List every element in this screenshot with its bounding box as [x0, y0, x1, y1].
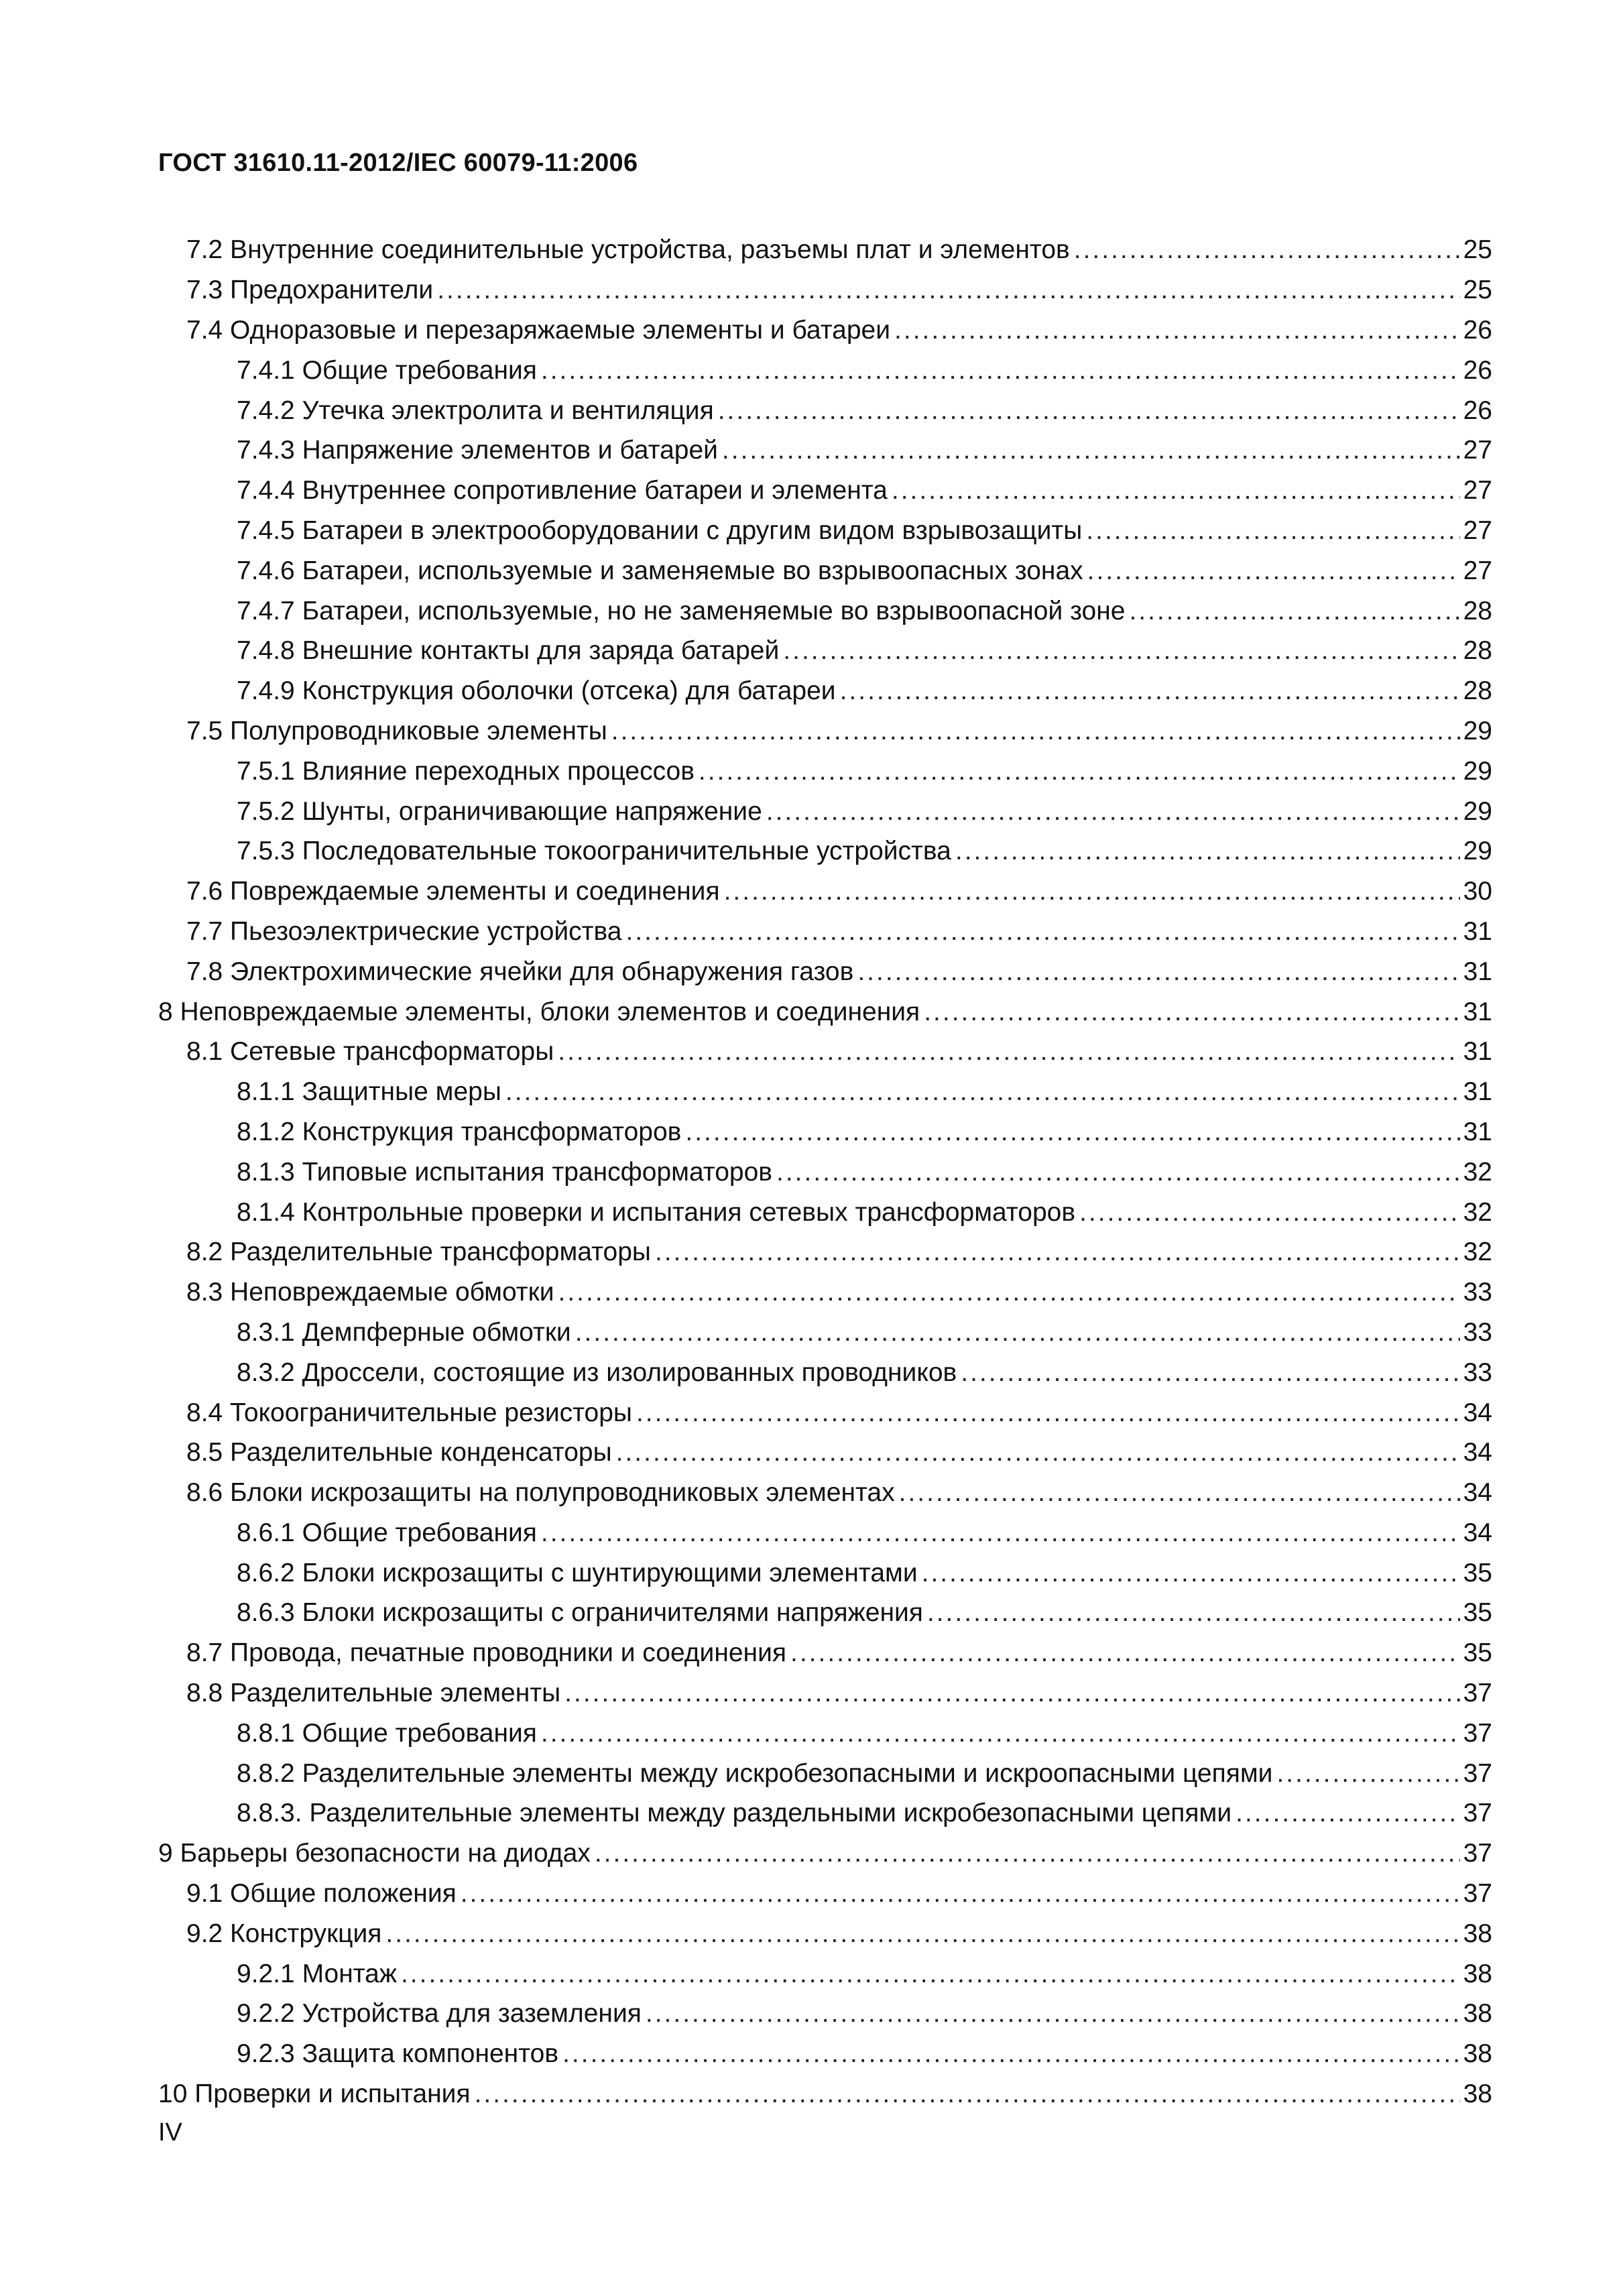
toc-entry-page: 31: [1463, 997, 1492, 1026]
toc-leader-dots: [1087, 558, 1460, 584]
toc-entry-page: 31: [1463, 916, 1492, 946]
toc-entry-page: 30: [1463, 877, 1492, 906]
toc-entry-page: 35: [1463, 1638, 1492, 1668]
toc-leader-dots: [564, 1680, 1460, 1706]
toc-entry-page: 26: [1463, 315, 1492, 345]
toc-entry-page: 35: [1463, 1558, 1492, 1587]
toc-entry[interactable]: [158, 1152, 1492, 1192]
toc-leader-dots: [840, 678, 1460, 704]
toc-entry[interactable]: [158, 1352, 1492, 1392]
toc-entry[interactable]: [158, 1072, 1492, 1112]
toc-entry[interactable]: [158, 1313, 1492, 1353]
toc-entry-page: 32: [1463, 1197, 1492, 1227]
toc-leader-dots: [461, 1880, 1460, 1907]
toc-entry-page: 28: [1463, 596, 1492, 625]
toc-leader-dots: [899, 1479, 1460, 1506]
toc-entry-page: 25: [1463, 235, 1492, 265]
toc-entry[interactable]: [158, 991, 1492, 1032]
toc-entry-title: 9.2 Конструкция: [186, 1919, 382, 1948]
toc-entry[interactable]: [158, 1553, 1492, 1593]
toc-leader-dots: [699, 758, 1460, 784]
toc-entry-page: 34: [1463, 1518, 1492, 1547]
toc-entry[interactable]: [158, 1793, 1492, 1833]
toc-entry[interactable]: [158, 1593, 1492, 1633]
toc-entry[interactable]: [158, 1833, 1492, 1874]
toc-entry-page: 38: [1463, 2039, 1492, 2069]
toc-entry-page: 38: [1463, 1959, 1492, 1988]
toc-entry-page: 29: [1463, 796, 1492, 826]
toc-entry-title: 8.1.2 Конструкция трансформаторов: [237, 1117, 682, 1146]
toc-entry[interactable]: [158, 2034, 1492, 2074]
toc-leader-dots: [558, 1279, 1461, 1305]
toc-entry-title: 8.3 Неповреждаемые обмотки: [186, 1278, 554, 1307]
toc-entry-title: 7.4.5 Батареи в электрооборудовании с другим видом взрывозащиты: [237, 516, 1083, 545]
toc-leader-dots: [685, 1119, 1460, 1145]
toc-entry-page: 28: [1463, 676, 1492, 706]
toc-entry[interactable]: [158, 1032, 1492, 1072]
toc-entry-page: 37: [1463, 1839, 1492, 1868]
toc-entry[interactable]: [158, 270, 1492, 310]
toc-entry[interactable]: [158, 1112, 1492, 1152]
toc-entry-title: 8.2 Разделительные трансформаторы: [186, 1237, 651, 1267]
toc-entry-page: 37: [1463, 1758, 1492, 1788]
toc-entry-page: 37: [1463, 1718, 1492, 1748]
toc-leader-dots: [636, 1400, 1460, 1426]
toc-leader-dots: [616, 1439, 1460, 1465]
toc-entry-title: 8.8.1 Общие требования: [237, 1718, 537, 1748]
toc-entry[interactable]: [158, 310, 1492, 351]
toc-leader-dots: [1129, 598, 1460, 624]
toc-entry-page: 37: [1463, 1799, 1492, 1828]
toc-entry[interactable]: [158, 511, 1492, 551]
toc-entry-page: 32: [1463, 1157, 1492, 1187]
toc-entry-page: 27: [1463, 476, 1492, 505]
toc-leader-dots: [718, 398, 1460, 424]
toc-entry-page: 37: [1463, 1879, 1492, 1909]
toc-entry-title: 8.5 Разделительные конденсаторы: [186, 1438, 612, 1467]
toc-entry-page: 31: [1463, 1037, 1492, 1067]
toc-entry[interactable]: [158, 471, 1492, 511]
toc-entry-title: 7.4.7 Батареи, используемые, но не заменяемые во взрывоопасной зоне: [237, 596, 1126, 625]
toc-entry-page: 35: [1463, 1598, 1492, 1628]
toc-leader-dots: [892, 477, 1460, 503]
toc-entry-page: 27: [1463, 556, 1492, 585]
toc-leader-dots: [783, 638, 1460, 664]
toc-entry-title: 7.4.8 Внешние контакты для заряда батарей: [237, 636, 780, 666]
toc-entry[interactable]: [158, 1994, 1492, 2034]
toc-leader-dots: [927, 1599, 1460, 1626]
toc-entry-title: 8.4 Токоограничительные резисторы: [186, 1398, 632, 1427]
toc-leader-dots: [1236, 1800, 1460, 1826]
toc-entry-title: 7.4.4 Внутреннее сопротивление батареи и элемента: [237, 476, 888, 505]
toc-entry-title: 7.4.3 Напряжение элементов и батарей: [237, 436, 718, 465]
toc-leader-dots: [626, 918, 1461, 945]
toc-entry-page: 34: [1463, 1398, 1492, 1427]
toc-entry[interactable]: [158, 1913, 1492, 1953]
toc-entry-page: 31: [1463, 1077, 1492, 1107]
toc-leader-dots: [1276, 1760, 1460, 1787]
toc-entry-page: 27: [1463, 516, 1492, 545]
toc-entry[interactable]: [158, 1513, 1492, 1553]
toc-entry[interactable]: [158, 671, 1492, 711]
toc-leader-dots: [924, 999, 1460, 1025]
toc-entry-title: 7.5.1 Влияние переходных процессов: [237, 756, 695, 786]
toc-leader-dots: [655, 1239, 1460, 1265]
toc-entry-title: 9.2.3 Защита компонентов: [237, 2039, 559, 2069]
toc-entry-page: 37: [1463, 1679, 1492, 1708]
page-number: IV: [158, 2118, 182, 2147]
toc-entry[interactable]: [158, 1874, 1492, 1914]
toc-leader-dots: [475, 2081, 1460, 2107]
toc-entry-title: 8.3.2 Дроссели, состоящие из изолированных проводников: [237, 1357, 957, 1387]
toc-entry-title: 7.2 Внутренние соединительные устройства, разъемы плат и элементов: [186, 235, 1070, 265]
toc-entry[interactable]: [158, 711, 1492, 751]
toc-entry[interactable]: [158, 2074, 1492, 2114]
toc-entry-page: 34: [1463, 1478, 1492, 1508]
toc-leader-dots: [505, 1079, 1460, 1105]
toc-entry[interactable]: [158, 1713, 1492, 1753]
toc-entry-title: 10 Проверки и испытания: [158, 2079, 471, 2109]
document-header: ГОСТ 31610.11-2012/IEC 60079-11:2006: [158, 149, 638, 177]
toc-entry[interactable]: [158, 1633, 1492, 1673]
toc-entry-title: 8.6.3 Блоки искрозащиты с ограничителями напряжения: [237, 1598, 923, 1628]
toc-leader-dots: [724, 878, 1460, 904]
toc-entry-page: 33: [1463, 1278, 1492, 1307]
toc-entry[interactable]: [158, 751, 1492, 791]
toc-entry-title: 9.2.1 Монтаж: [237, 1959, 397, 1988]
toc-entry-page: 33: [1463, 1357, 1492, 1387]
toc-entry-title: 7.4.1 Общие требования: [237, 355, 537, 385]
toc-leader-dots: [776, 1159, 1460, 1185]
toc-entry[interactable]: [158, 550, 1492, 591]
toc-leader-dots: [595, 1840, 1460, 1866]
toc-leader-dots: [857, 959, 1460, 985]
toc-entry[interactable]: [158, 230, 1492, 270]
toc-entry-title: 7.3 Предохранители: [186, 276, 434, 305]
toc-entry-title: 8.7 Провода, печатные проводники и соединения: [186, 1638, 786, 1668]
toc-entry-page: 27: [1463, 436, 1492, 465]
toc-leader-dots: [385, 1921, 1460, 1947]
toc-entry-title: 7.5.3 Последовательные токоограничительные устройства: [237, 837, 951, 866]
toc-entry-page: 29: [1463, 756, 1492, 786]
toc-entry-title: 8.6 Блоки искрозащиты на полупроводниковых элементах: [186, 1478, 895, 1508]
toc-leader-dots: [401, 1961, 1460, 1987]
toc-entry-page: 29: [1463, 837, 1492, 866]
toc-entry[interactable]: [158, 1953, 1492, 1994]
toc-leader-dots: [722, 437, 1460, 463]
toc-entry[interactable]: [158, 791, 1492, 831]
toc-leader-dots: [1074, 237, 1460, 263]
toc-entry-page: 29: [1463, 716, 1492, 745]
toc-entry-title: 8.3.1 Демпферные обмотки: [237, 1317, 571, 1347]
table-of-contents: [158, 230, 1492, 2114]
toc-entry-page: 28: [1463, 636, 1492, 666]
toc-entry-page: 32: [1463, 1237, 1492, 1267]
toc-entry[interactable]: [158, 631, 1492, 671]
toc-entry[interactable]: [158, 1473, 1492, 1513]
toc-entry-title: 7.6 Повреждаемые элементы и соединения: [186, 877, 720, 906]
toc-entry-title: 7.8 Электрохимические ячейки для обнаружения газов: [186, 957, 854, 986]
toc-entry[interactable]: [158, 350, 1492, 390]
toc-entry-title: 7.4 Одноразовые и перезаряжаемые элементы и батареи: [186, 315, 891, 345]
toc-entry-title: 7.5.2 Шунты, ограничивающие напряжение: [237, 796, 762, 826]
toc-entry-title: 8.8.2 Разделительные элементы между искробезопасными и искроопасными цепями: [237, 1758, 1273, 1788]
toc-entry[interactable]: [158, 390, 1492, 430]
toc-entry[interactable]: [158, 430, 1492, 471]
toc-entry[interactable]: [158, 1272, 1492, 1313]
toc-entry[interactable]: [158, 591, 1492, 631]
toc-leader-dots: [646, 2000, 1460, 2027]
toc-entry-title: 7.4.2 Утечка электролита и вентиляция: [237, 396, 714, 425]
toc-leader-dots: [541, 1520, 1460, 1546]
toc-entry-title: 8.1.1 Защитные меры: [237, 1077, 501, 1107]
toc-entry-title: 8.6.2 Блоки искрозащиты с шунтирующими элементами: [237, 1558, 918, 1587]
toc-entry-page: 26: [1463, 396, 1492, 425]
toc-leader-dots: [961, 1360, 1460, 1386]
toc-entry[interactable]: [158, 951, 1492, 991]
toc-entry-title: 8.1.3 Типовые испытания трансформаторов: [237, 1157, 772, 1187]
toc-entry-page: 33: [1463, 1317, 1492, 1347]
toc-entry-page: 38: [1463, 1919, 1492, 1948]
toc-leader-dots: [1079, 1199, 1460, 1225]
toc-entry-title: 9 Барьеры безопасности на диодах: [158, 1839, 591, 1868]
toc-leader-dots: [558, 1038, 1460, 1065]
toc-entry[interactable]: [158, 1192, 1492, 1232]
toc-entry-page: 26: [1463, 355, 1492, 385]
toc-entry-page: 31: [1463, 957, 1492, 986]
toc-leader-dots: [790, 1640, 1460, 1666]
toc-entry[interactable]: [158, 1433, 1492, 1473]
toc-leader-dots: [955, 838, 1460, 864]
toc-entry-page: 34: [1463, 1438, 1492, 1467]
toc-entry-page: 25: [1463, 276, 1492, 305]
toc-entry-title: 7.4.9 Конструкция оболочки (отсека) для батареи: [237, 676, 836, 706]
toc-entry-title: 8 Неповреждаемые элементы, блоки элементов и соединения: [158, 997, 920, 1026]
toc-entry[interactable]: [158, 1753, 1492, 1793]
toc-leader-dots: [1086, 518, 1460, 544]
toc-leader-dots: [894, 317, 1460, 343]
toc-entry-title: 9.2.2 Устройства для заземления: [237, 1999, 642, 2029]
toc-entry[interactable]: [158, 831, 1492, 871]
toc-leader-dots: [766, 798, 1460, 825]
toc-entry-title: 7.4.6 Батареи, используемые и заменяемые во взрывоопасных зонах: [237, 556, 1083, 585]
toc-entry-page: 38: [1463, 1999, 1492, 2029]
toc-entry[interactable]: [158, 1673, 1492, 1713]
toc-leader-dots: [437, 277, 1460, 303]
toc-leader-dots: [541, 357, 1460, 383]
toc-entry-title: 8.6.1 Общие требования: [237, 1518, 537, 1547]
toc-entry[interactable]: [158, 871, 1492, 912]
toc-entry-title: 9.1 Общие положения: [186, 1879, 457, 1909]
toc-entry-title: 7.5 Полупроводниковые элементы: [186, 716, 607, 745]
toc-leader-dots: [562, 2041, 1460, 2067]
toc-entry-page: 31: [1463, 1117, 1492, 1146]
toc-entry-title: 7.7 Пьезоэлектрические устройства: [186, 916, 622, 946]
toc-leader-dots: [922, 1560, 1460, 1586]
toc-entry-title: 8.8.3. Разделительные элементы между раздельными искробезопасными цепями: [237, 1799, 1232, 1828]
toc-entry-title: 8.8 Разделительные элементы: [186, 1679, 561, 1708]
toc-entry[interactable]: [158, 912, 1492, 952]
toc-leader-dots: [575, 1319, 1460, 1345]
toc-entry-title: 8.1 Сетевые трансформаторы: [186, 1037, 554, 1067]
toc-entry-page: 38: [1463, 2079, 1492, 2109]
toc-leader-dots: [611, 718, 1460, 744]
toc-entry-title: 8.1.4 Контрольные проверки и испытания сетевых трансформаторов: [237, 1197, 1076, 1227]
toc-entry[interactable]: [158, 1392, 1492, 1433]
toc-leader-dots: [541, 1720, 1460, 1746]
toc-entry[interactable]: [158, 1232, 1492, 1272]
